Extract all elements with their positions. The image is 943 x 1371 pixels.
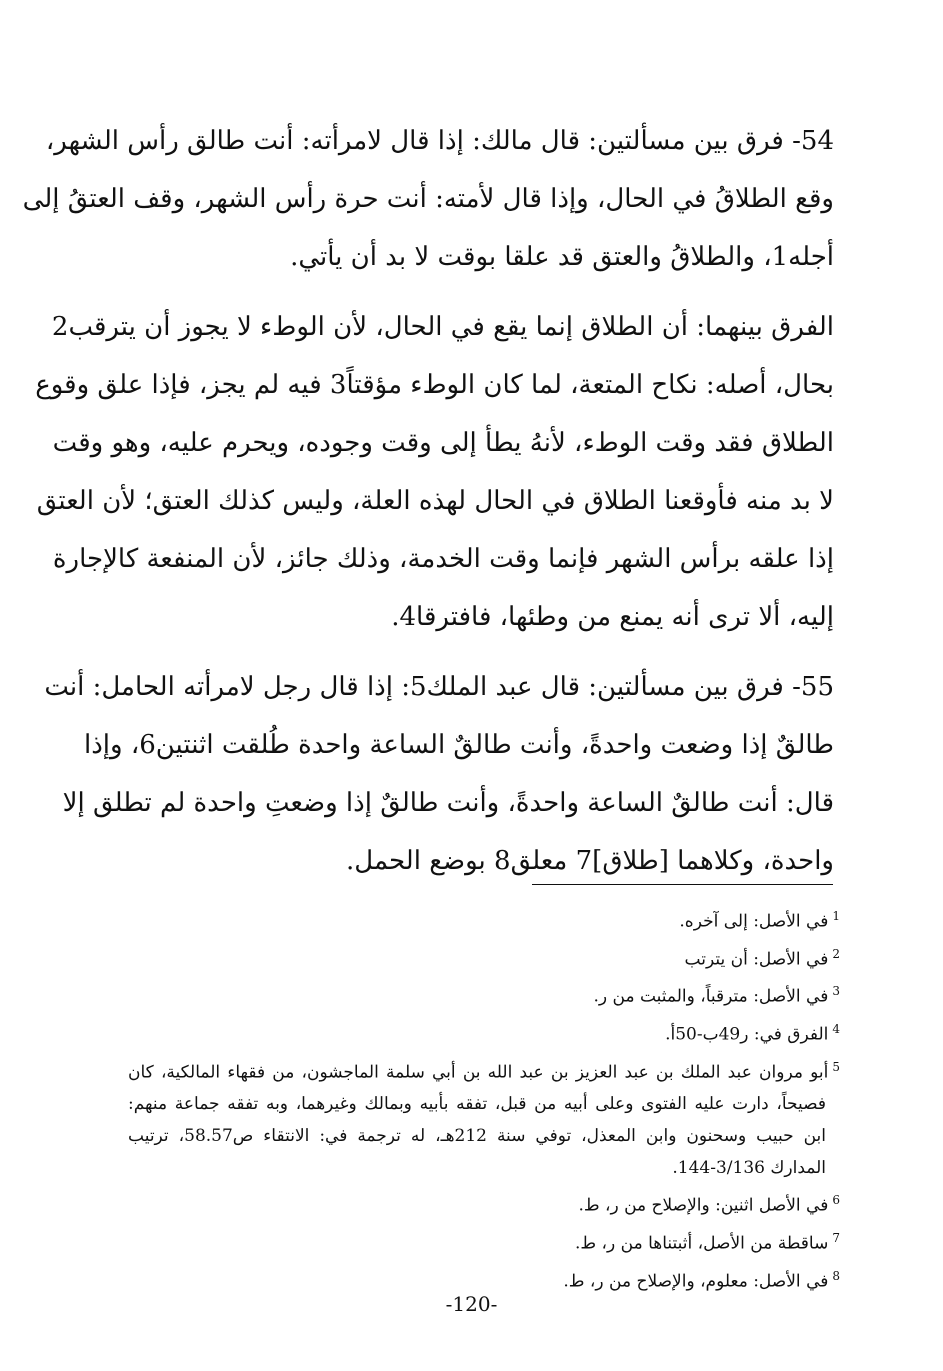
- footnote-2: [128, 938, 840, 976]
- footnote-text: المدارك 3/136-144.: [672, 1158, 826, 1179]
- text-line: وقع الطلاقُ في الحال، وإذا قال لأمته: أنت حرة رأس الشهر، وقف العتقُ إلى: [22, 184, 834, 214]
- footnote-7: [128, 1222, 840, 1260]
- footnote-text: الفرق في: ر49ب-50أ.: [665, 1024, 829, 1045]
- footnote-3: [128, 975, 840, 1013]
- text-line: لا بد منه فأوقعنا الطلاق في الحال لهذه العلة، وليس كذلك العتق؛ لأن العتق: [36, 486, 834, 516]
- text-line: طالقٌ إذا وضعت واحدةً، وأنت طالقٌ الساعة واحدة طُلقت اثنتين6، وإذا: [83, 730, 834, 760]
- footnote-number: 6: [832, 1193, 840, 1208]
- footnote-text: في الأصل اثنين: والإصلاح من ر، ط.: [578, 1195, 829, 1216]
- text-line: 55- فرق بين مسألتين: قال عبد الملك5: إذا قال رجل لامرأته الحامل: أنت: [44, 672, 834, 702]
- footnote-number: 4: [832, 1021, 840, 1036]
- text-line: 54- فرق بين مسألتين: قال مالك: إذا قال لامرأته: أنت طالق رأس الشهر،: [45, 126, 834, 156]
- page-number: -120-: [445, 1292, 498, 1316]
- footnote-text: أبو مروان عبد الملك بن عبد العزيز بن عبد الله بن أبي سلمة الماجشون، من فقهاء المالكية، كان: [128, 1062, 829, 1083]
- footnote-4: [128, 1013, 840, 1051]
- footnote-number: 3: [832, 984, 840, 999]
- footnote-6: [128, 1184, 840, 1222]
- footnote-text: في الأصل: أن يترتب: [684, 949, 829, 970]
- footnote-number: 2: [832, 946, 840, 961]
- paragraph-54: [22, 112, 834, 286]
- footnote-text: في الأصل: مترقباً، والمثبت من ر.: [593, 986, 829, 1007]
- text-line: قال: أنت طالقٌ الساعة واحدةً، وأنت طالقٌ إذا وضعتِ واحدة لم تطلق إلا: [62, 788, 834, 818]
- paragraph-54-difference: [35, 298, 834, 646]
- footnote-number: 7: [832, 1230, 840, 1245]
- footnote-text: ابن حبيب وسحنون وابن المعذل، توفي سنة 212هـ، له ترجمة في: الانتقاء ص58.57، ترتيب: [128, 1126, 827, 1147]
- footnote-number: 8: [832, 1268, 840, 1283]
- footnote-text: في الأصل: إلى آخره.: [679, 911, 829, 932]
- footnote-number: 1: [832, 909, 840, 923]
- text-line: الطلاق فقد وقت الوطء، لأنهُ يطأ إلى وقت وجوده، ويحرم عليه، وهو وقت: [52, 428, 834, 458]
- text-line: بحال، أصله: نكاح المتعة، لما كان الوطء مؤقتاً3 فيه لم يجز، فإذا علق وقوع: [35, 370, 834, 400]
- footnote-1: [128, 900, 840, 938]
- main-text: [22, 112, 834, 902]
- footnote-separator: [532, 884, 833, 885]
- paragraph-55: [44, 658, 834, 890]
- text-line: واحدة، وكلاهما [طلاق]7 معلق8 بوضع الحمل.: [346, 846, 834, 876]
- text-line: أجله1، والطلاقُ والعتق قد علقا بوقت لا بد أن يأتي.: [290, 242, 834, 272]
- footnote-5: [128, 1051, 840, 1185]
- text-line: إليه، ألا ترى أنه يمنع من وطئها، فافترقا4.: [391, 602, 834, 632]
- footnotes: [128, 900, 840, 1297]
- footnote-number: 5: [832, 1059, 840, 1074]
- footnote-text: ساقطة من الأصل، أثبتناها من ر، ط.: [575, 1233, 829, 1254]
- footnote-text: في الأصل: معلوم، والإصلاح من ر، ط.: [563, 1271, 829, 1292]
- text-line: إذا علقه برأس الشهر فإنما وقت الخدمة، وذلك جائز، لأن المنفعة كالإجارة: [52, 544, 834, 574]
- footnote-text: فصيحاً، دارت عليه الفتوى وعلى أبيه من قبل، تفقه بأبيه وبمالك وغيرهما، وبه تفقه جماعة منهم:: [128, 1094, 826, 1115]
- text-line: الفرق بينهما: أن الطلاق إنما يقع في الحال، لأن الوطء لا يجوز أن يترقب2: [51, 312, 834, 342]
